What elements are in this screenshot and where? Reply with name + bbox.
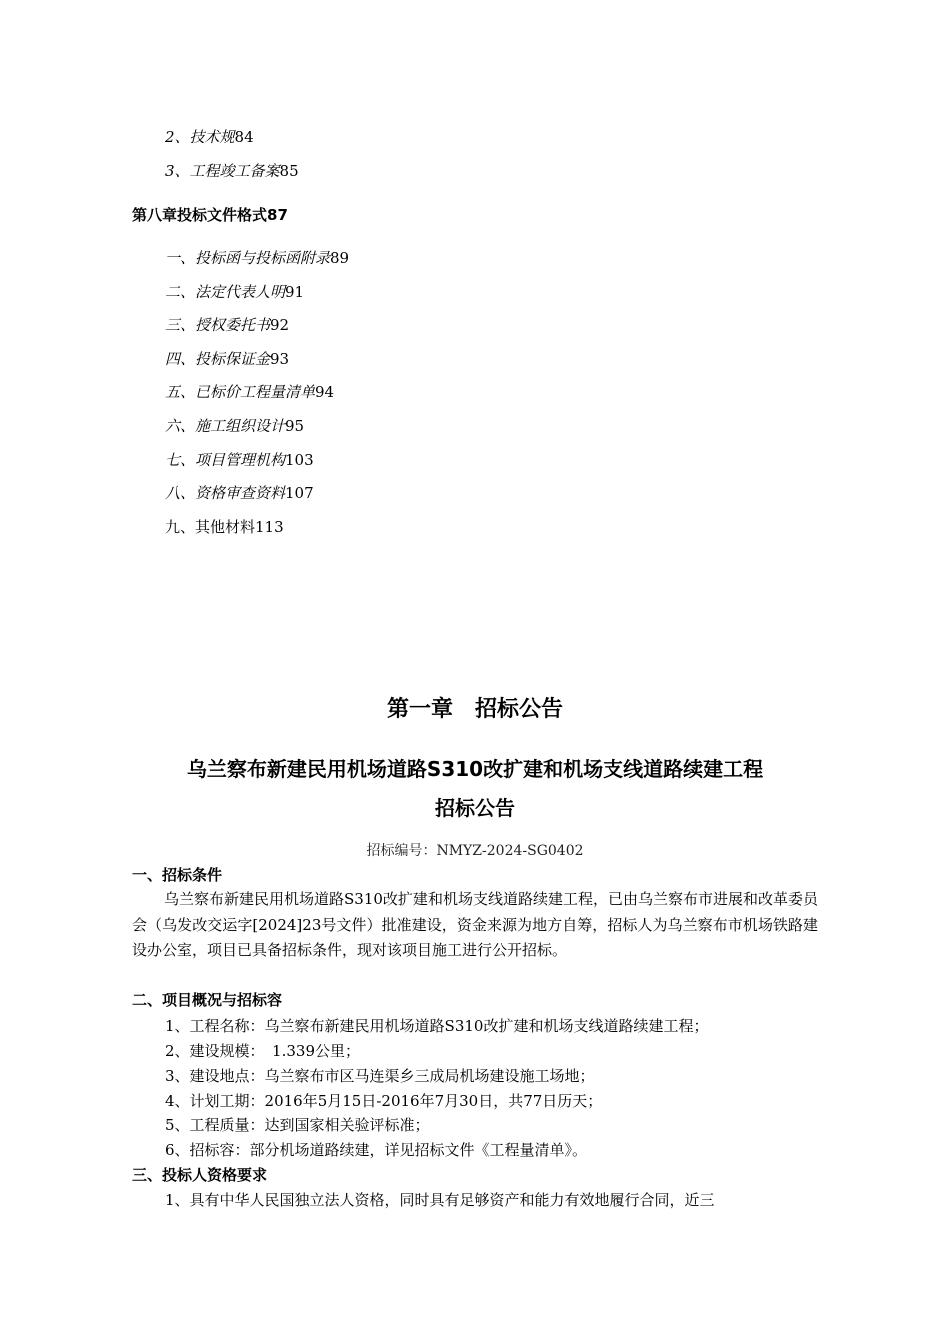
toc-item[interactable]: [165, 349, 289, 369]
project-subtitle: 招标公告: [435, 796, 515, 820]
section-body: [132, 887, 818, 964]
list-item: 3、建设地点：乌兰察布市区马连渠乡三成局机场建设施工场地；: [165, 1067, 595, 1085]
toc-item-page: 107: [285, 484, 314, 502]
toc-item-label: 五、已标价工程量清单: [165, 383, 316, 401]
section-heading: 一、招标条件: [132, 866, 223, 884]
toc-item[interactable]: [165, 282, 304, 302]
toc-item-label: 三、授权委托书: [165, 316, 271, 334]
toc-item-label: 一、投标函与投标函附录: [165, 249, 331, 267]
toc-item[interactable]: [165, 483, 314, 503]
list-item: 5、工程质量：达到国家相关验评标准；: [165, 1116, 430, 1134]
toc-item-label: 九、其他材料: [165, 518, 256, 536]
toc-item-completion-filing[interactable]: [165, 161, 299, 181]
toc-item-page: 93: [270, 350, 290, 368]
toc-item-label: 六、施工组织设计: [165, 417, 286, 435]
list-item: 2、建设规模： 1.339公里；: [165, 1042, 360, 1060]
toc-chapter-page: 87: [267, 206, 288, 224]
toc-item-page: 89: [330, 249, 350, 267]
toc-item-page: 92: [270, 316, 290, 334]
toc-item-page: 94: [315, 383, 335, 401]
toc-item-label: 四、投标保证金: [165, 350, 271, 368]
toc-item[interactable]: [165, 315, 289, 335]
toc-chapter-8[interactable]: [132, 205, 288, 225]
toc-item[interactable]: [165, 382, 334, 402]
list-item: 4、计划工期：2016年5月15日-2016年7月30日，共77日历天；: [165, 1092, 603, 1110]
list-item: 1、具有中华人民国独立法人资格，同时具有足够资产和能力有效地履行合同，近三: [165, 1191, 715, 1209]
list-item: 6、招标容：部分机场道路续建，详见招标文件《工程量清单》。: [165, 1141, 588, 1159]
section-heading: 二、项目概况与招标容: [132, 991, 283, 1009]
toc-item-page: 113: [255, 518, 284, 536]
toc-item[interactable]: [165, 416, 304, 436]
section-heading: 三、投标人资格要求: [132, 1166, 268, 1184]
toc-item-label: 3、工程竣工备案: [165, 162, 280, 180]
project-title: 乌兰察布新建民用机场道路S310改扩建和机场支线道路续建工程: [186, 757, 764, 781]
toc-item[interactable]: [165, 248, 349, 268]
toc-item-page: 84: [234, 128, 254, 146]
section-body-text: 乌兰察布新建民用机场道路S310改扩建和机场支线道路续建工程，已由乌兰察布市进展和改革委员会（乌发改交运字[2024]23号文件）批准建设，资金来源为地方自筹，招标人为乌兰察布市机场铁路建设办公室，项目已具备招标条件，现对该项目施工进行公开招标。: [132, 890, 818, 959]
toc-item-label: 2、技术规: [165, 128, 235, 146]
toc-item-page: 95: [285, 417, 305, 435]
toc-item-page: 103: [285, 451, 314, 469]
toc-item-label: 七、项目管理机构: [165, 451, 286, 469]
toc-item-technical-spec[interactable]: [165, 127, 254, 147]
toc-item-label: 二、法定代表人明: [165, 283, 286, 301]
toc-item-label: 八、资格审查资料: [165, 484, 286, 502]
toc-item-page: 85: [279, 162, 299, 180]
bid-number: 招标编号：NMYZ-2024-SG0402: [366, 843, 584, 859]
toc-item-page: 91: [285, 283, 305, 301]
toc-chapter-label: 第八章投标文件格式: [132, 206, 268, 224]
list-item: 1、工程名称：乌兰察布新建民用机场道路S310改扩建和机场支线道路续建工程；: [165, 1017, 709, 1035]
toc-item[interactable]: [165, 450, 314, 470]
chapter-title: 第一章 招标公告: [386, 697, 563, 722]
toc-item[interactable]: [165, 517, 284, 537]
